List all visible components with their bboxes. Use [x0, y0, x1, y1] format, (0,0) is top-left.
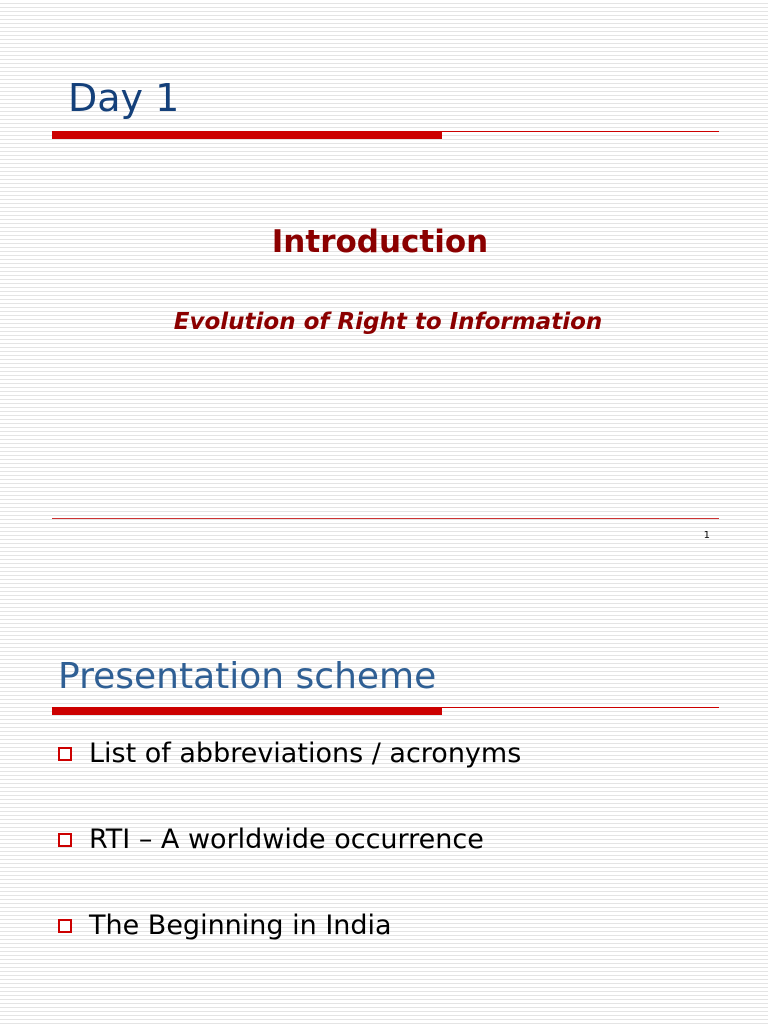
title-underline-thick — [52, 131, 442, 139]
square-bullet-icon — [58, 919, 72, 933]
list-item — [58, 738, 521, 824]
title-underline-thick — [52, 707, 442, 715]
bullet-text: RTI – A worldwide occurrence — [89, 824, 484, 855]
list-item — [58, 910, 521, 996]
footer-divider — [52, 518, 719, 519]
list-item — [58, 824, 521, 910]
title-underline-thin — [442, 707, 719, 708]
title-underline — [52, 707, 719, 717]
slide-title: Presentation scheme — [58, 656, 437, 697]
intro-heading: Introduction — [271, 224, 489, 260]
slide-title: Day 1 — [68, 76, 180, 120]
bullet-text: The Beginning in India — [89, 910, 392, 941]
title-underline — [52, 131, 719, 141]
bullet-text: List of abbreviations / acronyms — [89, 738, 522, 769]
bullet-list — [58, 738, 521, 996]
square-bullet-icon — [58, 833, 72, 847]
square-bullet-icon — [58, 747, 72, 761]
page-number: 1 — [703, 530, 710, 541]
intro-subheading: Evolution of Right to Information — [173, 309, 603, 335]
slide-presentation-scheme — [0, 620, 768, 1024]
title-underline-thin — [442, 131, 719, 132]
